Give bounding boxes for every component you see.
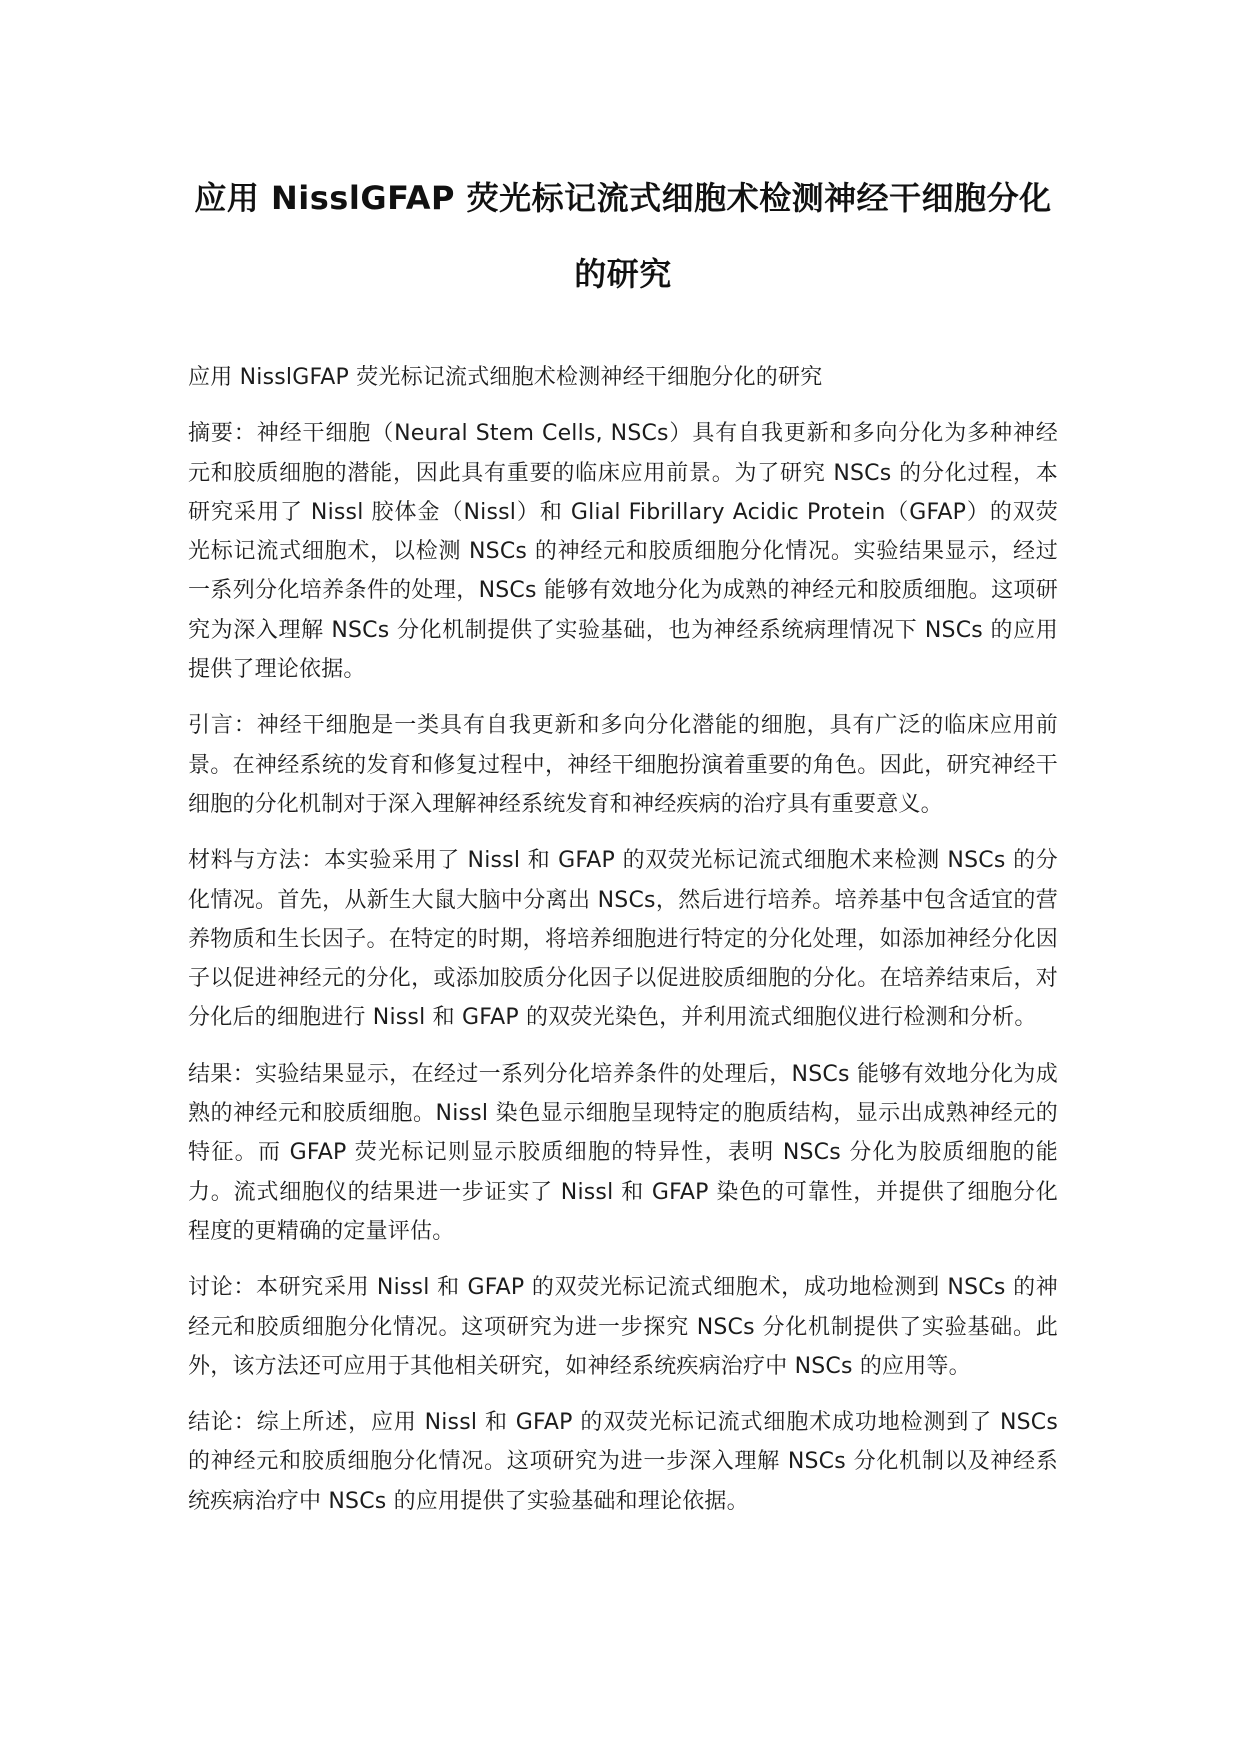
- results-paragraph: 结果：实验结果显示，在经过一系列分化培养条件的处理后，NSCs 能够有效地分化为成熟的神经元和胶质细胞。Nissl 染色显示细胞呈现特定的胞质结构，显示出成熟神经元的特征。而 GFAP 荧光标记则显示胶质细胞的特异性，表明 NSCs 分化为胶质细胞的能力。流式细胞仪的结果进一步证实了 Nissl 和 GFAP 染色的可靠性，并提供了细胞分化程度的更精确的定量评估。: [188, 1061, 1058, 1244]
- discussion-paragraph: 讨论：本研究采用 Nissl 和 GFAP 的双荧光标记流式细胞术，成功地检测到 NSCs 的神经元和胶质细胞分化情况。这项研究为进一步探究 NSCs 分化机制提供了实验基础。此外，该方法还可应用于其他相关研究，如神经系统疾病治疗中 NSCs 的应用等。: [188, 1275, 1058, 1379]
- introduction-paragraph: 引言：神经干细胞是一类具有自我更新和多向分化潜能的细胞，具有广泛的临床应用前景。在神经系统的发育和修复过程中，神经干细胞扮演着重要的角色。因此，研究神经干细胞的分化机制对于深入理解神经系统发育和神经疾病的治疗具有重要意义。: [188, 713, 1058, 817]
- methods-paragraph: 材料与方法：本实验采用了 Nissl 和 GFAP 的双荧光标记流式细胞术来检测 NSCs 的分化情况。首先，从新生大鼠大脑中分离出 NSCs，然后进行培养。培养基中包含适宜的营养物质和生长因子。在特定的时期，将培养细胞进行特定的分化处理，如添加神经分化因子以促进神经元的分化，或添加胶质分化因子以促进胶质细胞的分化。在培养结束后，对分化后的细胞进行 Nissl 和 GFAP 的双荧光染色，并利用流式细胞仪进行检测和分析。: [188, 848, 1058, 1031]
- abstract-paragraph: 摘要：神经干细胞（Neural Stem Cells, NSCs）具有自我更新和多向分化为多种神经元和胶质细胞的潜能，因此具有重要的临床应用前景。为了研究 NSCs 的分化过程，本研究采用了 Nissl 胶体金（Nissl）和 Glial Fibrillary Acidic Protein（GFAP）的双荧光标记流式细胞术，以检测 NSCs 的神经元和胶质细胞分化情况。实验结果显示，经过一系列分化培养条件的处理，NSCs 能够有效地分化为成熟的神经元和胶质细胞。这项研究为深入理解 NSCs 分化机制提供了实验基础，也为神经系统病理情况下 NSCs 的应用提供了理论依据。: [188, 421, 1058, 683]
- conclusion-paragraph: 结论：综上所述，应用 Nissl 和 GFAP 的双荧光标记流式细胞术成功地检测到了 NSCs 的神经元和胶质细胞分化情况。这项研究为进一步深入理解 NSCs 分化机制以及神经系统疾病治疗中 NSCs 的应用提供了实验基础和理论依据。: [188, 1410, 1058, 1514]
- document-subtitle: 应用 NisslGFAP 荧光标记流式细胞术检测神经干细胞分化的研究: [188, 365, 823, 390]
- document-title: 应用 NisslGFAP 荧光标记流式细胞术检测神经干细胞分化的研究: [194, 179, 1052, 293]
- document-body: [188, 358, 1058, 1538]
